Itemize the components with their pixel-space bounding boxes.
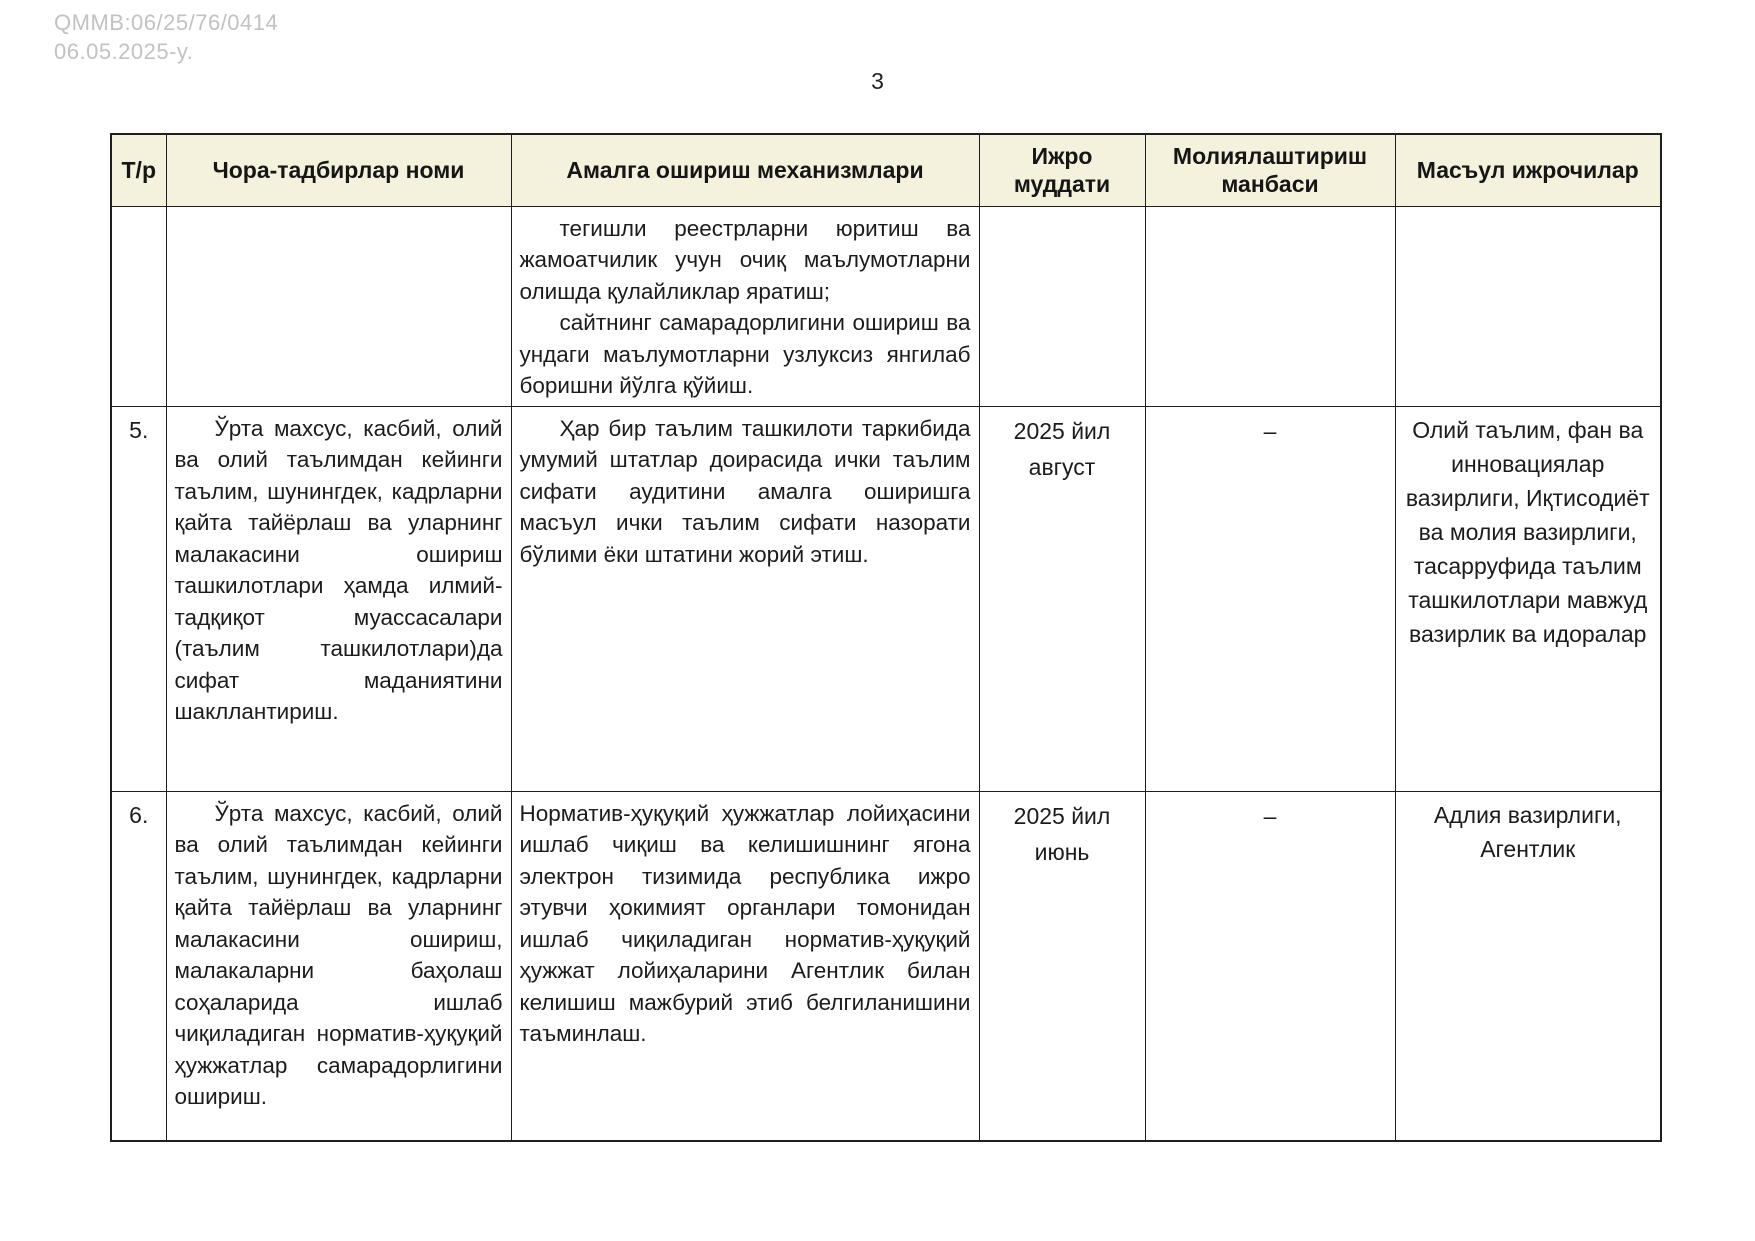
cell-deadline: [979, 206, 1145, 406]
cell-mechanism: [511, 206, 979, 406]
col-header-responsible: Масъул ижрочилар: [1395, 134, 1661, 206]
action-plan-table: [110, 133, 1662, 1142]
cell-number: 6.: [111, 791, 166, 1141]
watermark-reference: QMMB:06/25/76/0414: [54, 10, 279, 35]
cell-measure-name: [166, 206, 511, 406]
measure-name-paragraph: Ўрта махсус, касбий, олий ва олий таълимдан кейинги таълим, шунингдек, кадрларни қайта тайёрлаш ва уларнинг малакасини ошириш, малакаларни баҳолаш соҳаларида ишлаб чиқиладиган норматив-ҳуқуқий ҳужжатлар самарадорлигини ошириш.: [174, 800, 503, 1109]
col-header-number: Т/р: [111, 134, 166, 206]
col-header-measure-name: Чора-тадбирлар номи: [166, 134, 511, 206]
mechanism-paragraph: Норматив-ҳуқуқий ҳужжатлар лойиҳасини ишлаб чиқиш ва келишишнинг ягона электрон тизимида республика ижро этувчи ҳокимият органлари томонидан ишлаб чиқиладиган норматив-ҳуқуқий ҳужжат лойиҳаларини Агентлик билан келишиш мажбурий этиб белгиланишини таъминлаш.: [519, 800, 971, 1046]
col-header-mechanism: Амалга ошириш механизмлари: [511, 134, 979, 206]
col-header-funding-source: Молиялаштириш манбаси: [1145, 134, 1395, 206]
cell-funding-source: –: [1145, 791, 1395, 1141]
measure-name-paragraph: Ўрта махсус, касбий, олий ва олий таълимдан кейинги таълим, шунингдек, кадрларни қайта тайёрлаш ва уларнинг малакасини ошириш ташкилотлари ҳамда илмий-тадқиқот муассасалари (таълим ташкилотлари)да сифат маданиятини шакллантириш.: [174, 415, 503, 724]
cell-number: [111, 206, 166, 406]
mechanism-paragraph: Ҳар бир таълим ташкилоти таркибида умумий штатлар доирасида ички таълим сифати аудитини амалга оширишга масъул ички таълим сифати назорати бўлими ёки штатини жорий этиш.: [519, 415, 971, 567]
cell-responsible: Олий таълим, фан ва инновациялар вазирлиги, Иқтисодиёт ва молия вазирлиги, тасарруфида таълим ташкилотлари мавжуд вазирлик ва идоралар: [1395, 406, 1661, 791]
cell-deadline: 2025 йил июнь: [979, 791, 1145, 1141]
watermark-date: 06.05.2025-y.: [54, 39, 194, 64]
table-row-continuation: [111, 206, 1661, 406]
table-row-5: [111, 406, 1661, 791]
cell-funding-source: –: [1145, 406, 1395, 791]
cell-mechanism: [511, 406, 979, 791]
cell-responsible: Адлия вазирлиги, Агентлик: [1395, 791, 1661, 1141]
table-header-row: [111, 134, 1661, 206]
table-row-6: [111, 791, 1661, 1141]
mechanism-paragraph: сайтнинг самарадорлигини ошириш ва ундаги маълумотларни узлуксиз янгилаб боришни йўлга қўйиш.: [519, 310, 971, 398]
cell-measure-name: [166, 406, 511, 791]
cell-number: 5.: [111, 406, 166, 791]
cell-measure-name: [166, 791, 511, 1141]
document-watermark: [54, 8, 278, 66]
col-header-deadline: Ижро муддати: [979, 134, 1145, 206]
cell-responsible: [1395, 206, 1661, 406]
mechanism-paragraph: тегишли реестрларни юритиш ва жамоатчилик учун очиқ маълумотларни олишда қулайликлар яратиш;: [519, 215, 971, 304]
cell-mechanism: [511, 791, 979, 1141]
page-number: 3: [871, 68, 884, 94]
cell-funding-source: [1145, 206, 1395, 406]
cell-deadline: 2025 йил август: [979, 406, 1145, 791]
